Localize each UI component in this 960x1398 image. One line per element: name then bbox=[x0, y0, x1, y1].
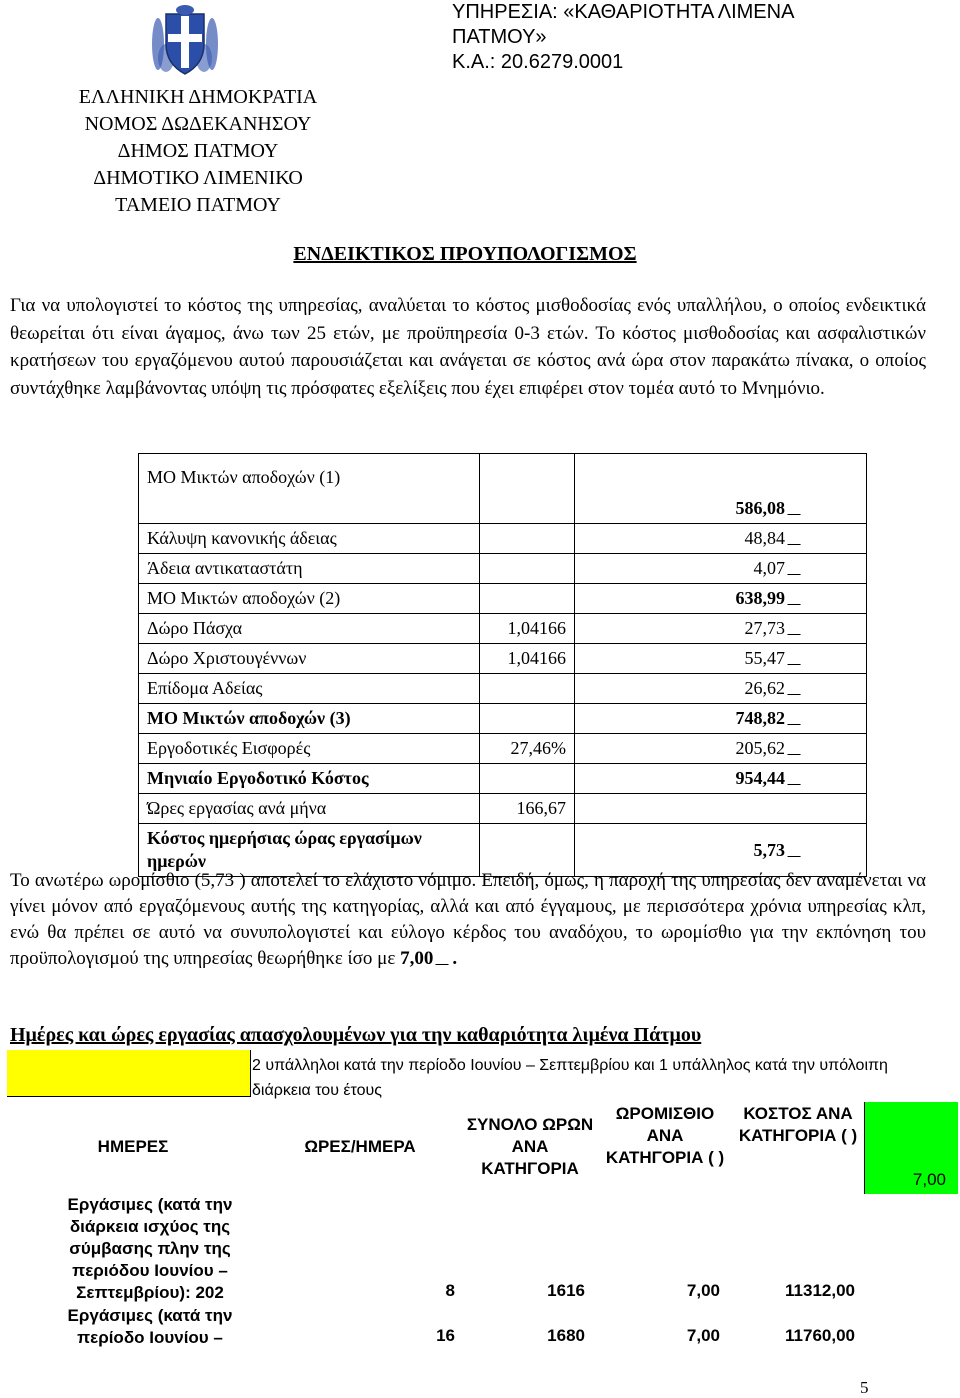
greek-coat-of-arms-icon bbox=[150, 4, 220, 78]
cost-row bbox=[139, 734, 867, 764]
header-total-hours: ΣΥΝΟΛΟ ΩΡΩΝ ΑΝΑ ΚΑΤΗΓΟΡΙΑ bbox=[466, 1115, 594, 1178]
cost-amount-value: 48,84 bbox=[744, 528, 785, 548]
cost-factor bbox=[480, 454, 575, 524]
euro-icon bbox=[787, 772, 808, 785]
cost-row bbox=[139, 554, 867, 584]
row-cost: 11760,00 bbox=[785, 1326, 855, 1345]
header-cost: ΚΟΣΤΟΣ ΑΝΑ ΚΑΤΗΓΟΡΙΑ ( ) bbox=[738, 1104, 858, 1145]
cost-factor bbox=[480, 584, 575, 614]
cost-amount-value: 26,62 bbox=[744, 678, 785, 698]
cost-label: ΜΟ Μικτών αποδοχών (1) bbox=[139, 454, 480, 524]
service-line: ΥΠΗΡΕΣΙΑ: «ΚΑΘΑΡΙΟΤΗΤΑ ΛΙΜΕΝΑ bbox=[452, 1, 795, 23]
conclusion-text: Το ανωτέρω ωρομίσθιο (5,73 ) αποτελεί το ελάχιστο νόμιμο. Επειδή, όμως, η παροχή της υπηρεσίας δεν αναμένεται να γίνει μόνον από εργαζόμενους αυτής της κατηγορίας, αλλά και από έγγαμους, με περισσότερα χρόνια υπηρεσίας κλπ, ενώ θα πρέπει σε αυτό να συνυπολογιστεί και εύλογο κέρδος του αναδόχου, το ωρομίσθιο για την εκπόνηση του προϋπολογισμού της υπηρεσίας θεωρήθηκε ίσο με bbox=[10, 870, 926, 969]
cost-factor bbox=[480, 764, 575, 794]
row-hours-per-day: 16 bbox=[436, 1326, 455, 1345]
service-code: Κ.Α.: 20.6279.0001 bbox=[452, 51, 624, 73]
cost-amount bbox=[575, 644, 867, 674]
intro-paragraph: Για να υπολογιστεί το κόστος της υπηρεσίας, αναλύεται το κόστος μισθοδοσίας ενός υπαλλήλου, ο οποίος ενδεικτικά θεωρείται ότι είναι άγαμος, άνω των 25 ετών, με προϋπηρεσία 0-3 ετών. Το κόστος μισθοδοσίας και ασφαλιστικών κρατήσεων του εργαζόμενου αυτού παρουσιάζεται και ανάγεται σε κόστος ανά ώρα στον παρακάτω πίνακα, ο οποίος συντάχθηκε λαμβάνοντας υπόψη τις πρόσφατες εξελίξεις που έχει επιφέρει στον τομέα αυτό το Μνημόνιο. bbox=[10, 295, 926, 399]
cost-amount-value: 586,08 bbox=[735, 498, 785, 518]
cost-row bbox=[139, 584, 867, 614]
row-cost: 11312,00 bbox=[785, 1281, 855, 1300]
cost-amount bbox=[575, 554, 867, 584]
conclusion-paragraph bbox=[10, 868, 926, 972]
cost-amount-value: 748,82 bbox=[735, 708, 785, 728]
euro-icon bbox=[787, 532, 808, 545]
cost-amount bbox=[575, 614, 867, 644]
euro-icon bbox=[787, 622, 808, 635]
cost-factor: 27,46% bbox=[480, 734, 575, 764]
cost-amount-value: 5,73 bbox=[753, 839, 785, 860]
cost-factor bbox=[480, 674, 575, 704]
issuer-line: ΔΗΜΟΣ ΠΑΤΜΟΥ bbox=[117, 140, 279, 162]
issuer-line: ΤΑΜΕΙΟ ΠΑΤΜΟΥ bbox=[115, 194, 281, 216]
euro-icon bbox=[787, 562, 808, 575]
service-block bbox=[452, 0, 794, 75]
cost-label: ΜΟ Μικτών αποδοχών (2) bbox=[139, 584, 480, 614]
cost-row bbox=[139, 524, 867, 554]
cost-amount bbox=[575, 704, 867, 734]
cost-row bbox=[139, 454, 867, 524]
cost-amount bbox=[575, 734, 867, 764]
cost-label: Εργοδοτικές Εισφορές bbox=[139, 734, 480, 764]
cost-label: Μηνιαίο Εργοδοτικό Κόστος bbox=[139, 764, 480, 794]
cost-label: ΜΟ Μικτών αποδοχών (3) bbox=[139, 704, 480, 734]
cost-amount bbox=[575, 764, 867, 794]
euro-icon bbox=[787, 652, 808, 665]
cost-amount-value: 55,47 bbox=[744, 648, 785, 668]
hourly-rate-value: 7,00 bbox=[400, 948, 434, 969]
euro-icon bbox=[787, 742, 808, 755]
row-rate: 7,00 bbox=[686, 1326, 720, 1345]
cost-row bbox=[139, 764, 867, 794]
row-total-hours: 1616 bbox=[547, 1281, 585, 1300]
cost-row bbox=[139, 674, 867, 704]
cost-factor bbox=[480, 524, 575, 554]
cost-amount bbox=[575, 674, 867, 704]
highlight-cell bbox=[7, 1050, 251, 1097]
cost-factor: 1,04166 bbox=[480, 644, 575, 674]
row-days: Εργάσιμες (κατά την περίοδο Ιουνίου – bbox=[67, 1306, 233, 1347]
cost-row bbox=[139, 794, 867, 824]
page-number: 5 bbox=[860, 1378, 869, 1397]
cost-label: Δώρο Πάσχα bbox=[139, 614, 480, 644]
euro-icon bbox=[787, 844, 808, 857]
issuer-block bbox=[28, 84, 368, 219]
header-hourly-rate: ΩΡΟΜΙΣΘΙΟ ΑΝΑ ΚΑΤΗΓΟΡΙΑ ( ) bbox=[605, 1104, 725, 1167]
cost-label: Δώρο Χριστουγέννων bbox=[139, 644, 480, 674]
cost-row bbox=[139, 644, 867, 674]
cost-factor bbox=[480, 704, 575, 734]
cost-factor: 166,67 bbox=[480, 794, 575, 824]
euro-icon bbox=[787, 502, 808, 515]
issuer-line: ΔΗΜΟΤΙΚΟ ΛΙΜΕΝΙΚΟ bbox=[93, 167, 303, 189]
cost-label: Ώρες εργασίας ανά μήνα bbox=[139, 794, 480, 824]
cost-amount-value: 954,44 bbox=[735, 768, 785, 788]
cost-amount-value: 205,62 bbox=[735, 738, 785, 758]
row-rate: 7,00 bbox=[686, 1281, 720, 1300]
hourly-rate-cell: 7,00 bbox=[912, 1170, 946, 1189]
issuer-line: ΝΟΜΟΣ ΔΩΔΕΚΑΝΗΣΟΥ bbox=[84, 113, 312, 135]
cost-row bbox=[139, 614, 867, 644]
service-line: ΠΑΤΜΟΥ» bbox=[452, 26, 547, 48]
issuer-line: ΕΛΛΗΝΙΚΗ ΔΗΜΟΚΡΑΤΙΑ bbox=[78, 86, 318, 108]
cost-label: Κάλυψη κανονικής άδειας bbox=[139, 524, 480, 554]
cost-amount-value: 27,73 bbox=[744, 618, 785, 638]
cost-amount bbox=[575, 454, 867, 524]
cost-label: Κόστος ημερήσιας ώρας εργασίμων ημερών bbox=[139, 824, 480, 877]
document-title: ΕΝΔΕΙΚΤΙΚΟΣ ΠΡΟΥΠΟΛΟΓΙΣΜΟΣ bbox=[293, 243, 637, 265]
row-days: Εργάσιμες (κατά την διάρκεια ισχύος της σύμβασης πλην της περιόδου Ιουνίου – Σεπτεμβρίου): 202 bbox=[67, 1195, 233, 1302]
euro-icon bbox=[787, 592, 808, 605]
header-days: ΗΜΕΡΕΣ bbox=[97, 1137, 169, 1156]
cost-factor: 1,04166 bbox=[480, 614, 575, 644]
staffing-note: 2 υπάλληλοι κατά την περίοδο Ιουνίου – Σεπτεμβρίου και 1 υπάλληλος κατά την υπόλοιπη διάρκεια του έτους bbox=[252, 1057, 888, 1099]
row-total-hours: 1680 bbox=[547, 1326, 585, 1345]
conclusion-end: . bbox=[452, 948, 458, 969]
cost-row bbox=[139, 704, 867, 734]
cost-label: Άδεια αντικαταστάτη bbox=[139, 554, 480, 584]
cost-amount-value: 638,99 bbox=[735, 588, 785, 608]
header-hours-per-day: ΩΡΕΣ/ΗΜΕΡΑ bbox=[304, 1137, 416, 1156]
cost-amount-value: 4,07 bbox=[753, 558, 785, 578]
cost-amount bbox=[575, 524, 867, 554]
euro-icon bbox=[787, 712, 808, 725]
cost-label: Επίδομα Αδείας bbox=[139, 674, 480, 704]
cost-table bbox=[138, 453, 867, 877]
hours-section-title: Ημέρες και ώρες εργασίας απασχολουμένων για την καθαριότητα λιμένα Πάτμου bbox=[10, 1024, 702, 1046]
cost-factor bbox=[480, 554, 575, 584]
cost-amount bbox=[575, 584, 867, 614]
cost-amount bbox=[575, 794, 867, 824]
euro-icon bbox=[787, 682, 808, 695]
row-hours-per-day: 8 bbox=[445, 1281, 455, 1300]
